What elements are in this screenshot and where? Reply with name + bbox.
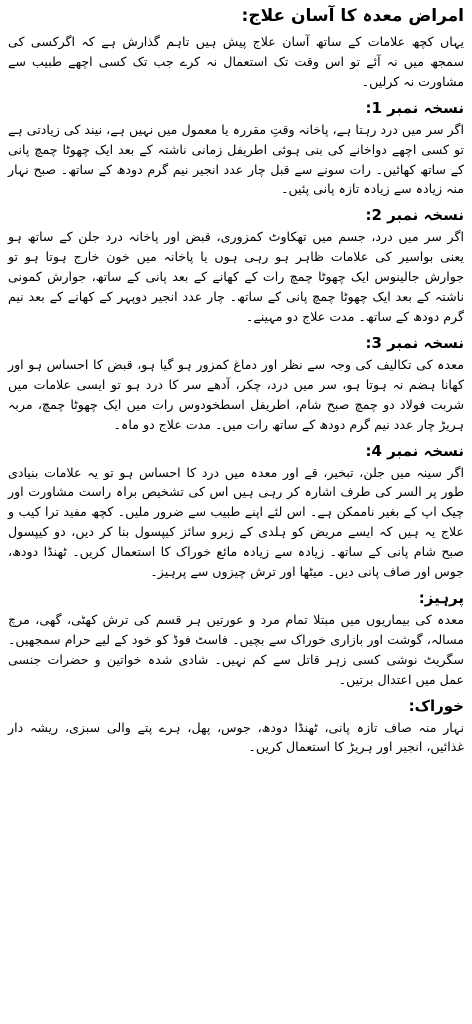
section-heading-3: نسخہ نمبر 3: (365, 333, 464, 352)
section-heading-2: نسخہ نمبر 2: (365, 206, 464, 225)
precautions-heading: پرہیز: (418, 588, 464, 607)
precautions-body: معدہ کی بیماریوں میں مبتلا تمام مرد و عورتیں ہر قسم کی ترش کھٹی، گھی، مرچ مسالہ، گوشت اور بازاری خوراک سے بچیں۔ فاسٹ فوڈ کو خود کے لیے حرام سمجھیں۔ سگریٹ نوشی کسی زہر قاتل سے کم نہیں۔ شادی شدہ خواتین و حضرات جنسی عمل میں اعتدال برتیں۔ (8, 611, 464, 687)
section-body-3: معدہ کی تکالیف کی وجہ سے نظر اور دماغ کمزور ہو گیا ہو، قبض کا احساس ہو اور کھانا ہضم نہ ہوتا ہو، سر میں درد، چکر، آدھے سر کا درد ہو تو ایسی علامات میں شربت فولاد دو چمچ صبح شام، اطریفل اسطخودوس رات میں ایک چھوٹا چمچ، مربہ ہریڑ چار عدد نیم گرم دودھ کے ساتھ رات میں۔ مدت علاج دو ماہ۔ (8, 356, 464, 432)
section-body-4: اگر سینہ میں جلن، تبخیر، قے اور معدہ میں درد کا احساس ہو تو یہ علامات بنیادی طور پر السر کی طرف اشارہ کر رہی ہیں اس کی تشخیص براہ راست مشاورت اور چیک اپ کے بغیر ناممکن ہے۔ اس لئے اپنے طبیب سے ضرور ملیں۔ کچھ مفید ترا کیب و علاج یہ ہیں کہ ایسے مریض کو ہلدی کے زیرو سائز کیپسول بنا کر دیں، دو کیپسول صبح شام پانی کے ساتھ۔ زیادہ سے زیادہ مائع خوراک کا استعمال کریں۔ ٹھنڈا دودھ، جوس اور صاف پانی دیں۔ میٹھا اور ترش چیزوں سے پرہیز۔ (8, 464, 464, 580)
page-title: امراض معدہ کا آسان علاج: (241, 6, 464, 26)
section-heading-4: نسخہ نمبر 4: (365, 441, 464, 460)
intro-paragraph: یہاں کچھ علامات کے ساتھ آسان علاج پیش ہیں تاہم گذارش ہے کہ اگرکسی کی سمجھ میں نہ آئے تو اس وقت تک استعمال نہ کرے جب تک کسی اچھے طبیب سے مشاورت نہ کرلیں۔ (8, 34, 464, 89)
section-body-1: اگر سر میں درد رہتا ہے، پاخانہ وقتِ مقررہ یا معمول میں نہیں ہے، نیند کی زیادتی ہے تو کسی اچھے دواخانے کی بنی ہوئی اطریفل زمانی ناشتہ کے بعد ایک چھوٹا چمچ پانی کے ساتھ کھائیں۔ رات سونے سے قبل چار عدد انجیر نیم گرم دودھ کے ساتھ۔ صبح نہار منہ زیادہ سے زیادہ تازہ پانی پئیں۔ (8, 121, 464, 197)
diet-heading: خوراک: (408, 696, 464, 715)
section-body-2: اگر سر میں درد، جسم میں تھکاوٹ کمزوری، قبض اور پاخانہ درد جلن کے ساتھ ہو یعنی بواسیر کی علامات ظاہر ہو رہی ہوں یا پاخانہ میں خون خارج ہوتا ہو تو جوارش جالینوس ایک چھوٹا چمچ رات کے کھانے کے بعد پانی کے ساتھ، جوارش کمونی ناشتہ کے بعد ایک چھوٹا چمچ پانی کے ساتھ۔ چار عدد انجیر دوپہر کے کھانے کے بعد نیم گرم دودھ کے ساتھ۔ مدت علاج دو مہینے۔ (8, 229, 464, 324)
section-heading-1: نسخہ نمبر 1: (365, 98, 464, 117)
diet-body: نہار منہ صاف تازہ پانی، ٹھنڈا دودھ، جوس، پھل، ہرے پتے والی سبزی، ریشہ دار غذائیں، انجیر اور ہریڑ کا استعمال کریں۔ (8, 719, 464, 755)
